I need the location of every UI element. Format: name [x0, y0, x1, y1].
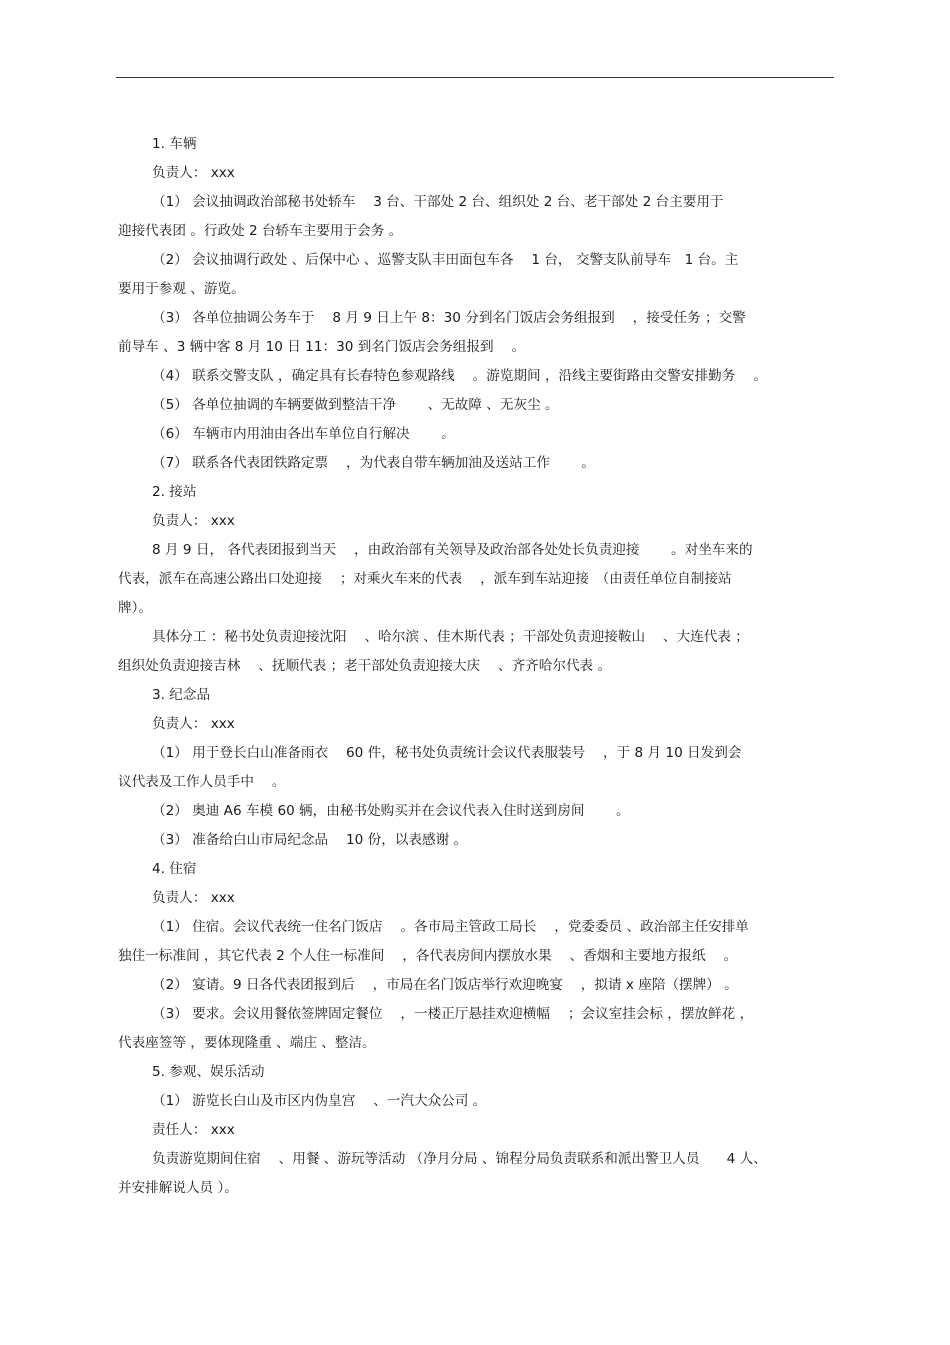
document-body — [118, 130, 833, 1203]
section-heading: 5. 参观、娱乐活动 — [152, 1064, 265, 1080]
paragraph-line: （2） 奥迪 A6 车模 60 辆，由秘书处购买并在会议代表入住时送到房间 。 — [152, 803, 630, 819]
paragraph-line: （1） 游览长白山及市区内伪皇宫 、一汽大众公司 。 — [152, 1093, 487, 1109]
paragraph-line: 迎接代表团 。行政处 2 台轿车主要用于会务 。 — [118, 223, 403, 239]
section-heading: 4. 住宿 — [152, 861, 197, 877]
paragraph-line: 并安排解说人员 ）。 — [118, 1180, 238, 1196]
paragraph-line: 牌）。 — [118, 600, 152, 616]
paragraph-line: 代表，派车在高速公路出口处迎接 ；对乘火车来的代表 ，派车到车站迎接 （由责任单位自制接站 — [118, 571, 732, 587]
paragraph-line: （7） 联系各代表团铁路定票 ，为代表自带车辆加油及送站工作 。 — [152, 455, 596, 471]
paragraph-line: （2） 宴请。9 日各代表团报到后 ，市局在名门饭店举行欢迎晚宴 ，拟请 x 座陪（摆牌） 。 — [152, 977, 738, 993]
paragraph-line: 要用于参观 、游览。 — [118, 281, 245, 297]
paragraph-line: （1） 会议抽调政治部秘书处轿车 3 台、干部处 2 台、组织处 2 台、老干部处 2 台主要用于 — [152, 194, 724, 210]
paragraph-line: （3） 准备给白山市局纪念品 10 份，以表感谢 。 — [152, 832, 468, 848]
owner-line: 责任人： xxx — [152, 1122, 235, 1138]
section-heading: 2. 接站 — [152, 484, 197, 500]
paragraph-line: 8 月 9 日， 各代表团报到当天 ，由政治部有关领导及政治部各处处长负责迎接 。对坐车来的 — [152, 542, 753, 558]
section-heading: 3. 纪念品 — [152, 687, 211, 703]
paragraph-line: 负责游览期间住宿 、用餐 、游玩等活动 （净月分局 、锦程分局负责联系和派出警卫人员 4 人、 — [152, 1151, 767, 1167]
paragraph-line: （3） 各单位抽调公务车于 8 月 9 日上午 8：30 分到名门饭店会务组报到 ，接受任务 ；交警 — [152, 310, 746, 326]
paragraph-line: （4） 联系交警支队 ，确定具有长春特色参观路线 。游览期间 ，沿线主要街路由交警安排勤务 。 — [152, 368, 767, 384]
owner-line: 负责人： xxx — [152, 513, 235, 529]
owner-line: 负责人： xxx — [152, 890, 235, 906]
paragraph-line: 前导车 、3 辆中客 8 月 10 日 11：30 到名门饭店会务组报到 。 — [118, 339, 526, 355]
paragraph-line: （3） 要求。会议用餐依签牌固定餐位 ，一楼正厅悬挂欢迎横幅 ；会议室挂会标 ，摆放鲜花 ， — [152, 1006, 754, 1022]
paragraph-line: （1） 住宿。会议代表统一住名门饭店 。各市局主管政工局长 ，党委委员 、政治部主任安排单 — [152, 919, 749, 935]
paragraph-line: （2） 会议抽调行政处 、后保中心 、巡警支队丰田面包车各 1 台， 交警支队前导车 1 台。主 — [152, 252, 739, 268]
paragraph-line: 议代表及工作人员手中 。 — [118, 774, 286, 790]
paragraph-line: （1） 用于登长白山准备雨衣 60 件，秘书处负责统计会议代表服装号 ，于 8 月 10 日发到会 — [152, 745, 742, 761]
paragraph-line: 独住一标准间 ，其它代表 2 个人住一标准间 ，各代表房间内摆放水果 、香烟和主要地方报纸 。 — [118, 948, 738, 964]
owner-line: 负责人： xxx — [152, 716, 235, 732]
paragraph-line: （6） 车辆市内用油由各出车单位自行解决 。 — [152, 426, 455, 442]
section-heading: 1. 车辆 — [152, 136, 197, 152]
paragraph-line: 代表座签等 ，要体现隆重 、端庄 、整洁。 — [118, 1035, 376, 1051]
paragraph-line: 具体分工 ：秘书处负责迎接沈阳 、哈尔滨 、佳木斯代表 ；干部处负责迎接鞍山 、大连代表 ； — [152, 629, 749, 645]
paragraph-line: （5） 各单位抽调的车辆要做到整洁干净 、无故障 、无灰尘 。 — [152, 397, 559, 413]
paragraph-line: 组织处负责迎接吉林 、抚顺代表 ；老干部处负责迎接大庆 、齐齐哈尔代表 。 — [118, 658, 612, 674]
header-rule — [116, 77, 834, 78]
owner-line: 负责人： xxx — [152, 165, 235, 181]
